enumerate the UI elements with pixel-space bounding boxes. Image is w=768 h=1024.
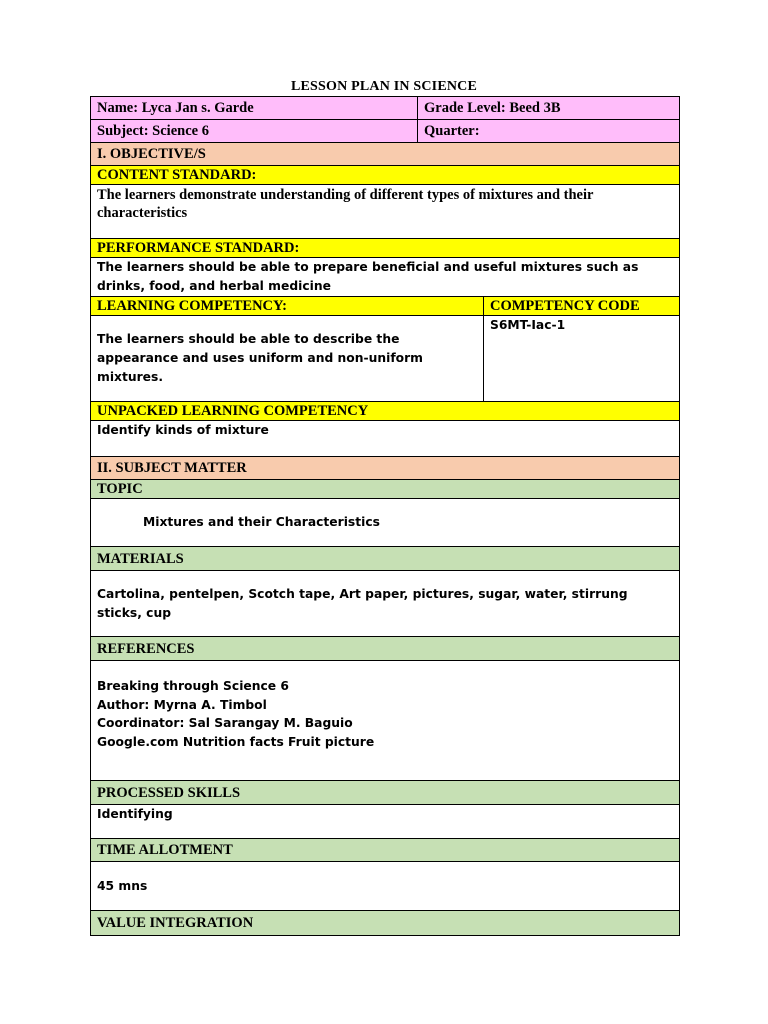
competency-code-heading: COMPETENCY CODE (484, 297, 680, 316)
competency-code-value: S6MT-Iac-1 (484, 316, 680, 402)
value-integration-heading: VALUE INTEGRATION (91, 911, 680, 936)
subject-cell: Subject: Science 6 (91, 120, 418, 143)
reference-book: Breaking through Science 6 (97, 679, 289, 693)
name-cell: Name: Lyca Jan s. Garde (91, 97, 418, 120)
processed-skills-heading: PROCESSED SKILLS (91, 781, 680, 805)
objectives-heading: I. OBJECTIVE/S (91, 143, 680, 166)
materials-heading: MATERIALS (91, 547, 680, 571)
content-standard-text: The learners demonstrate understanding of different types of mixtures and their characteristics (91, 185, 680, 239)
time-allotment-heading: TIME ALLOTMENT (91, 839, 680, 862)
quarter-cell: Quarter: (418, 120, 680, 143)
reference-coordinator: Coordinator: Sal Sarangay M. Baguio (97, 716, 353, 730)
learning-competency-text: The learners should be able to describe the appearance and uses uniform and non-uniform mixtures. (91, 316, 484, 402)
performance-standard-text: The learners should be able to prepare beneficial and useful mixtures such as drinks, food, and herbal medicine (91, 258, 680, 297)
topic-text: Mixtures and their Characteristics (91, 499, 680, 547)
reference-author: Author: Myrna A. Timbol (97, 697, 267, 712)
unpacked-competency-heading: UNPACKED LEARNING COMPETENCY (91, 402, 680, 421)
unpacked-competency-text: Identify kinds of mixture (91, 421, 680, 457)
performance-standard-heading: PERFORMANCE STANDARD: (91, 239, 680, 258)
lesson-plan-table (90, 96, 680, 936)
reference-web-source: Google.com Nutrition facts Fruit picture (97, 734, 375, 749)
subject-matter-heading: II. SUBJECT MATTER (91, 457, 680, 480)
references-list (91, 661, 680, 781)
learning-competency-heading: LEARNING COMPETENCY: (91, 297, 484, 316)
grade-level-cell: Grade Level: Beed 3B (418, 97, 680, 120)
materials-text: Cartolina, pentelpen, Scotch tape, Art paper, pictures, sugar, water, stirrung sticks, cup (91, 571, 680, 637)
topic-heading: TOPIC (91, 480, 680, 499)
processed-skills-text: Identifying (91, 805, 680, 839)
content-standard-heading: CONTENT STANDARD: (91, 166, 680, 185)
references-heading: REFERENCES (91, 637, 680, 661)
time-allotment-text: 45 mns (91, 862, 680, 911)
document-title: LESSON PLAN IN SCIENCE (290, 79, 478, 94)
